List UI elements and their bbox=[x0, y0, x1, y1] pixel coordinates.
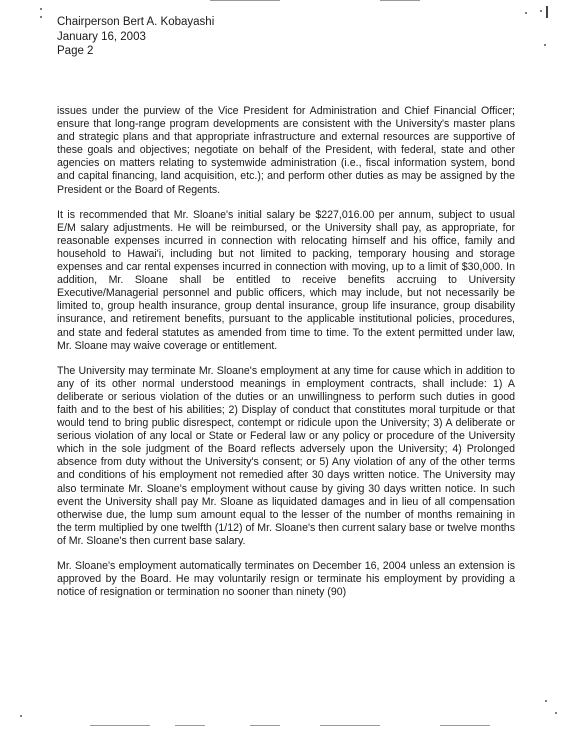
scan-speck bbox=[545, 700, 547, 702]
scan-edge-line bbox=[90, 725, 150, 726]
date-line: January 16, 2003 bbox=[57, 30, 146, 43]
scan-speck bbox=[40, 8, 42, 10]
scan-speck bbox=[20, 715, 22, 717]
paragraph-term-end: Mr. Sloane's employment automatically terminates on December 16, 2004 unless an extension is approved by the Board. He may voluntarily resign or terminate his employment by providing a notice of resignation or termination no sooner than ninety (90) bbox=[57, 560, 515, 599]
scan-speck bbox=[40, 16, 42, 18]
letter-header bbox=[57, 15, 214, 59]
scan-speck bbox=[544, 44, 546, 46]
scan-edge-line bbox=[440, 725, 490, 726]
letter-body bbox=[57, 105, 515, 611]
recipient-line: Chairperson Bert A. Kobayashi bbox=[57, 16, 215, 28]
paragraph-salary: It is recommended that Mr. Sloane's initial salary be $227,016.00 per annum, subject to usual E/M salary adjustments. He will be reimbursed, or the University shall pay, as appropriate, for reasonable expenses incurred in connection with relocating himself and his office, family and household to Hawai'i, including but not limited to packing, temporary housing and storage expenses and car rental expenses incurred in connection with moving, up to a limit of $30,000. In addition, Mr. Sloane shall be entitled to receive benefits accruing to University Executive/Managerial personnel and public officers, which may include, but not necessarily be limited to, group health insurance, group dental insurance, group life insurance, group disability insurance, and retirement benefits, pursuant to the applicable institutional policies, procedures, and state and federal statutes as amended from time to time. To the extent permitted under law, Mr. Sloane may waive coverage or entitlement. bbox=[57, 208, 515, 352]
scan-speck bbox=[540, 10, 542, 12]
scan-edge-line bbox=[210, 0, 280, 1]
page-number: Page 2 bbox=[57, 45, 94, 57]
scan-edge-line bbox=[320, 725, 380, 726]
paragraph-duties: issues under the purview of the Vice President for Administration and Chief Financial Officer; ensure that long-range program developments are consistent with the University's master plans and strategic plans and that appropriate infrastructure and external resources are supportive of these goals and objectives; negotiate on behalf of the President, with federal, state and other agencies on matters relating to systemwide administration (i.e., fiscal information system, bond and capital financing, land acquisition, etc.); and perform other duties as may be assigned by the President or the Board of Regents. bbox=[57, 105, 515, 196]
scan-edge-line bbox=[175, 725, 205, 726]
paragraph-termination: The University may terminate Mr. Sloane's employment at any time for cause which in addition to any of its other normal understood meanings in employment contracts, shall include: 1) A deliberate or serious violation of the duties or an unwillingness to perform such duties in good faith and to the best of his abilities; 2) Display of conduct that constitutes moral turpitude or that would tend to bring public disrespect, contempt or ridicule upon the University; 3) A deliberate or serious violation of any local or State or Federal law or any policy or procedure of the University which in the sole judgment of the Board reflects adversely upon the University; 4) Prolonged absence from duty without the University's consent; or 5) Any violation of any of the other terms and conditions of his employment not remedied after 30 days written notice. The University may also terminate Mr. Sloane's employment without cause by giving 30 days written notice. In such event the University shall pay Mr. Sloane as liquidated damages and in lieu of all compensation otherwise due, the lump sum amount equal to the lesser of the number of months remaining in the term multiplied by one twelfth (1/12) of Mr. Sloane's then current salary base or twelve months of Mr. Sloane's then current base salary. bbox=[57, 364, 515, 547]
scan-speck bbox=[555, 712, 557, 714]
scan-edge-line bbox=[380, 0, 420, 1]
scan-mark bbox=[546, 6, 548, 18]
scan-edge-line bbox=[250, 725, 280, 726]
scan-speck bbox=[525, 12, 527, 14]
